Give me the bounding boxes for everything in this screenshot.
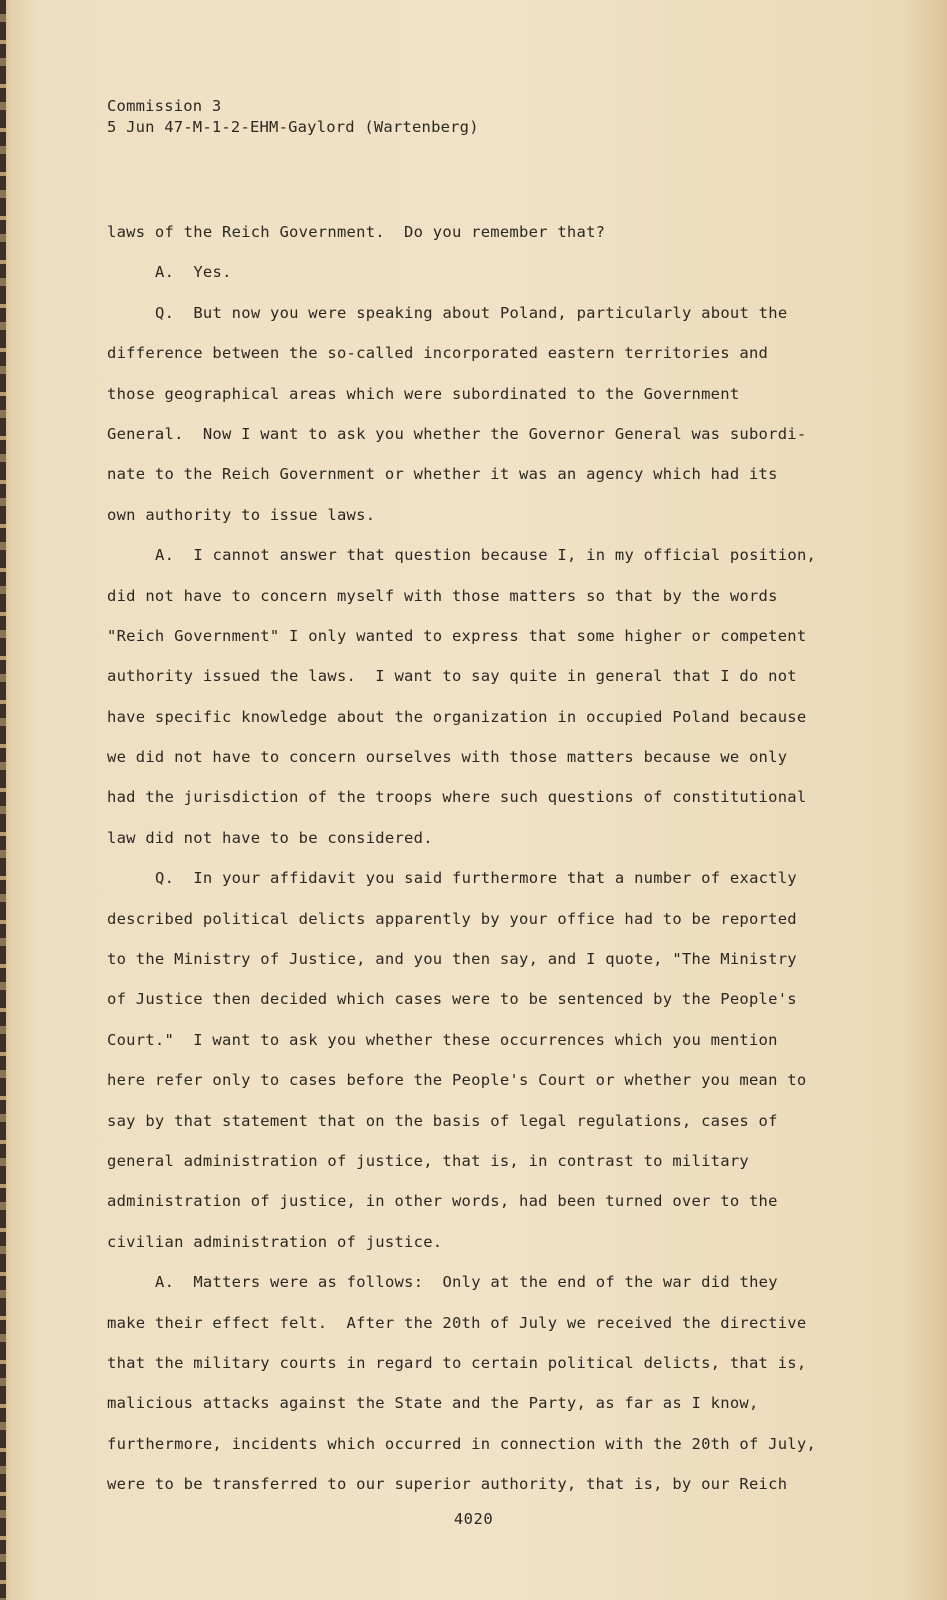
text-line: we did not have to concern ourselves with those matters because we only	[107, 748, 788, 767]
header-reference: 5 Jun 47-M-1-2-EHM-Gaylord (Wartenberg)	[107, 118, 479, 136]
text-line: here refer only to cases before the People's Court or whether you mean to	[107, 1071, 807, 1090]
answer-line: A. Matters were as follows: Only at the end of the war did they	[155, 1273, 778, 1292]
text-line: say by that statement that on the basis of legal regulations, cases of	[107, 1111, 778, 1130]
text-line: general administration of justice, that is, in contrast to military	[107, 1151, 749, 1170]
text-line: that the military courts in regard to certain political delicts, that is,	[107, 1353, 807, 1372]
text-line: laws of the Reich Government. Do you remember that?	[107, 223, 606, 241]
text-line: own authority to issue laws.	[107, 505, 376, 524]
text-line: difference between the so-called incorporated eastern territories and	[107, 344, 769, 363]
answer-line: A. Yes.	[155, 263, 232, 282]
answer-line: A. I cannot answer that question because I, in my official position,	[155, 546, 817, 565]
text-line: were to be transferred to our superior authority, that is, by our Reich	[107, 1475, 788, 1494]
question-line: Q. In your affidavit you said furthermore that a number of exactly	[155, 869, 797, 888]
text-line: authority issued the laws. I want to say quite in general that I do not	[107, 667, 797, 686]
text-line: to the Ministry of Justice, and you then say, and I quote, "The Ministry	[107, 950, 797, 969]
text-line: civilian administration of justice.	[107, 1232, 443, 1251]
text-line: those geographical areas which were subordinated to the Government	[107, 384, 740, 403]
question-line: Q. But now you were speaking about Poland, particularly about the	[155, 303, 788, 322]
text-line: Court." I want to ask you whether these occurrences which you mention	[107, 1030, 778, 1049]
text-line: have specific knowledge about the organization in occupied Poland because	[107, 707, 807, 726]
text-line: malicious attacks against the State and the Party, as far as I know,	[107, 1394, 759, 1413]
text-line: nate to the Reich Government or whether it was an agency which had its	[107, 465, 778, 484]
text-line: General. Now I want to ask you whether the Governor General was subordi-	[107, 424, 807, 443]
text-line: did not have to concern myself with those matters so that by the words	[107, 586, 778, 605]
text-line: administration of justice, in other words, had been turned over to the	[107, 1192, 778, 1211]
binding-edge	[0, 0, 6, 1600]
document-header	[107, 96, 479, 138]
text-line: of Justice then decided which cases were to be sentenced by the People's	[107, 990, 797, 1009]
text-line: "Reich Government" I only wanted to express that some higher or competent	[107, 626, 807, 645]
text-line: make their effect felt. After the 20th of July we received the directive	[107, 1313, 807, 1332]
header-commission: Commission 3	[107, 97, 222, 115]
text-line: law did not have to be considered.	[107, 828, 433, 847]
text-line: described political delicts apparently by your office had to be reported	[107, 909, 797, 928]
page-number: 4020	[453, 1510, 494, 1528]
text-line: had the jurisdiction of the troops where such questions of constitutional	[107, 788, 807, 807]
text-line: furthermore, incidents which occurred in connection with the 20th of July,	[107, 1434, 817, 1453]
transcript-body	[107, 212, 847, 1505]
